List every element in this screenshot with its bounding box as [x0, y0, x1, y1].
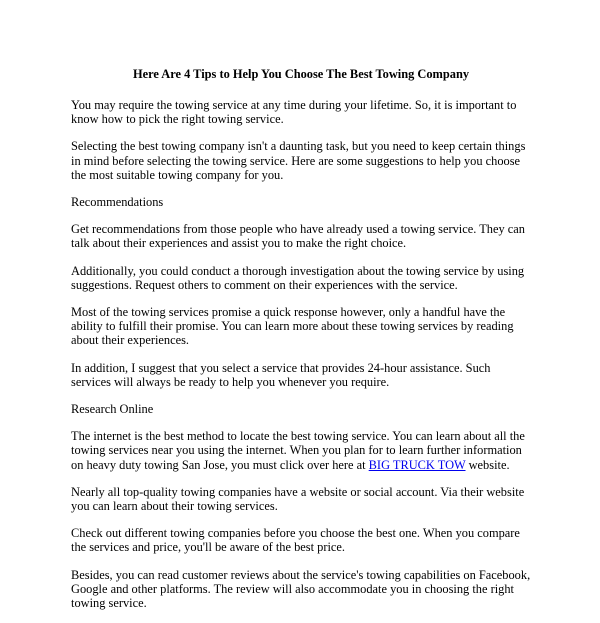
paragraph-intro: You may require the towing service at any time during your lifetime. So, it is important to know how to pick the right towing service. [71, 98, 517, 127]
paragraph-internet-suffix: website. [465, 457, 510, 472]
paragraph-internet [71, 429, 531, 472]
section-heading-recommendations: Recommendations [71, 195, 164, 210]
paragraph-selecting: Selecting the best towing company isn't a daunting task, but you need to keep certain things in mind before selecting the towing service. Here are some suggestions to help you choose the most suitable towing company for you. [71, 139, 526, 182]
paragraph-24-hour: In addition, I suggest that you select a service that provides 24-hour assistance. Such services will always be ready to help you whenever you require. [71, 360, 491, 389]
paragraph-websites: Nearly all top-quality towing companies have a website or social account. Via their website you can learn about their towing services. [71, 484, 525, 514]
paragraph-internet-text: The internet is the best method to locate the best towing service. You can learn about all the towing services near you using the internet. When you plan for to learn further information on heavy duty towing San Jose, you must click over here at [71, 429, 525, 472]
paragraph-additionally: Additionally, you could conduct a thorough investigation about the towing service by using suggestions. Request others to comment on their experiences with the service. [71, 263, 525, 292]
document-title: Here Are 4 Tips to Help You Choose The Best Towing Company [132, 67, 470, 81]
document-page [71, 66, 531, 623]
section-heading-research-online: Research Online [71, 402, 154, 417]
paragraph-quick-response: Most of the towing services promise a quick response however, only a handful have the ability to fulfill their promise. You can learn more about these towing services by reading about their experiences. [71, 305, 514, 348]
big-truck-tow-link[interactable]: BIG TRUCK TOW [368, 457, 466, 472]
paragraph-get-recommendations: Get recommendations from those people who have already used a towing service. They can talk about their experiences and assist you to make the right choice. [71, 222, 525, 251]
paragraph-compare: Check out different towing companies before you choose the best one. When you compare the services and price, you'll be aware of the best price. [71, 526, 520, 555]
paragraph-reviews: Besides, you can read customer reviews about the service's towing capabilities on Facebook, Google and other platforms. The review will also accommodate you in choosing the right towing service. [71, 567, 531, 611]
